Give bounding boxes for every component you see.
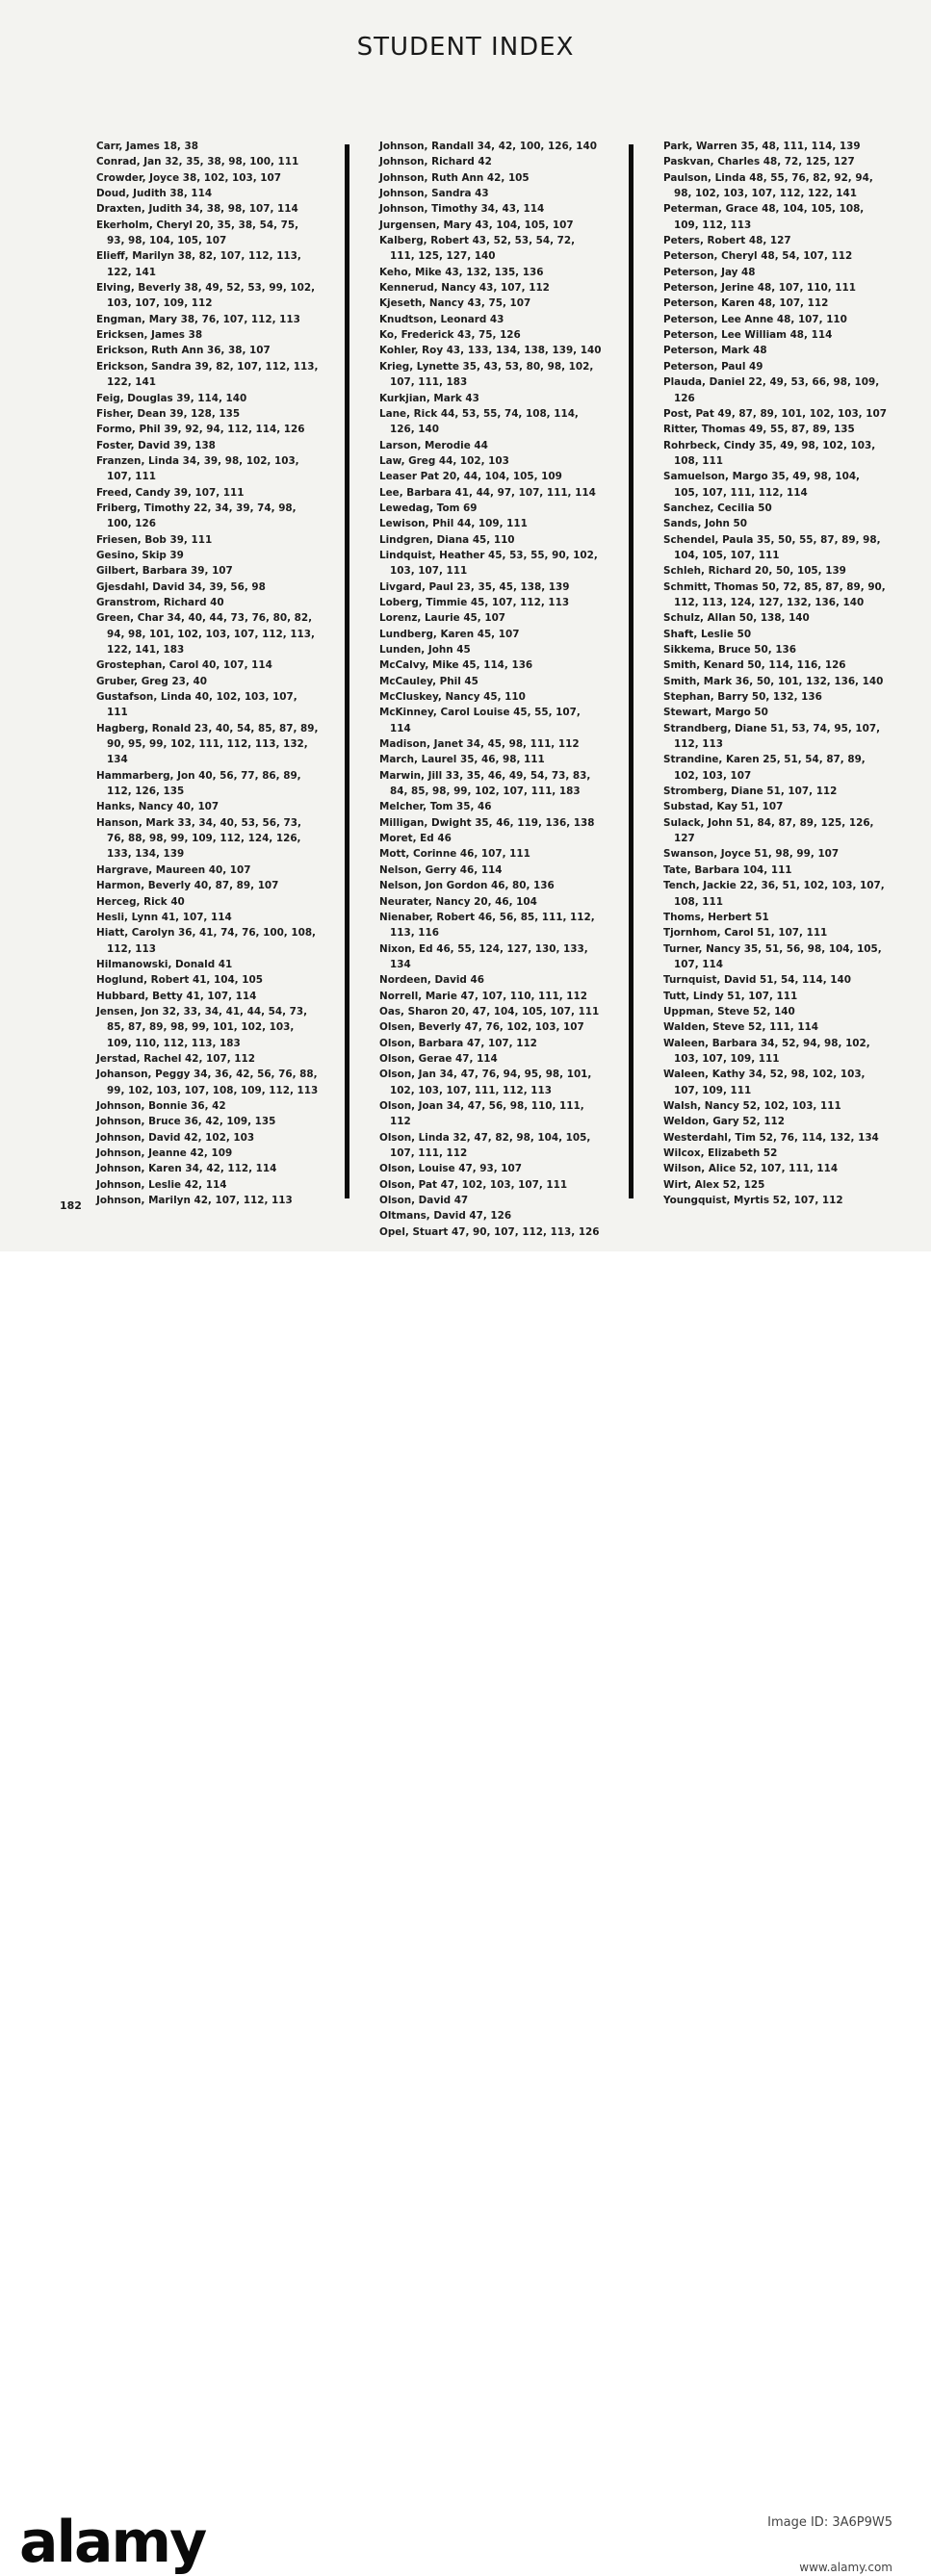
index-entry: Paulson, Linda 48, 55, 76, 82, 92, 94, 98, 102, 103, 107, 112, 122, 141: [663, 171, 873, 200]
index-entry: Stromberg, Diane 51, 107, 112: [663, 786, 838, 798]
index-entry: Norrell, Marie 47, 107, 110, 111, 112: [379, 990, 587, 1002]
index-entry: Hubbard, Betty 41, 107, 114: [96, 990, 257, 1002]
index-entry: Crowder, Joyce 38, 102, 103, 107: [96, 171, 281, 184]
index-entry: Uppman, Steve 52, 140: [663, 1005, 795, 1018]
index-entry: Smith, Kenard 50, 114, 116, 126: [663, 659, 846, 672]
index-entry: Harmon, Beverly 40, 87, 89, 107: [96, 880, 279, 892]
index-entry: Ericksen, James 38: [96, 329, 203, 342]
index-entry: Olsen, Beverly 47, 76, 102, 103, 107: [379, 1021, 584, 1034]
watermark-footer: [0, 1251, 931, 2576]
index-entry: Peterson, Cheryl 48, 54, 107, 112: [663, 250, 853, 263]
index-entry: Hilmanowski, Donald 41: [96, 958, 233, 970]
index-entry: Draxten, Judith 34, 38, 98, 107, 114: [96, 203, 298, 216]
index-entry: Friesen, Bob 39, 111: [96, 533, 213, 546]
alamy-logo: alamy: [19, 2509, 206, 2576]
index-entry: Stewart, Margo 50: [663, 707, 768, 719]
index-entry: Hoglund, Robert 41, 104, 105: [96, 974, 263, 987]
index-entry: Opel, Stuart 47, 90, 107, 112, 113, 126: [379, 1225, 600, 1238]
index-entry: Foster, David 39, 138: [96, 439, 216, 451]
index-entry: Peterman, Grace 48, 104, 105, 108, 109, 112, 113: [663, 203, 865, 231]
index-entry: Park, Warren 35, 48, 111, 114, 139: [663, 141, 861, 152]
column-divider: [345, 144, 349, 1198]
index-entry: Carr, James 18, 38: [96, 141, 198, 152]
index-entry: Tench, Jackie 22, 36, 51, 102, 103, 107, 108, 111: [663, 880, 885, 908]
index-entry: Lewedag, Tom 69: [379, 502, 478, 514]
index-entry: Lee, Barbara 41, 44, 97, 107, 111, 114: [379, 486, 596, 499]
index-entry: Erickson, Sandra 39, 82, 107, 112, 113, 122, 141: [96, 360, 319, 389]
index-entry: Stephan, Barry 50, 132, 136: [663, 691, 822, 704]
index-entry: Johanson, Peggy 34, 36, 42, 56, 76, 88, 99, 102, 103, 107, 108, 109, 112, 113: [96, 1069, 319, 1096]
index-entry: Nelson, Gerry 46, 114: [379, 863, 503, 876]
index-entry: Hesli, Lynn 41, 107, 114: [96, 911, 232, 923]
index-entry: Jerstad, Rachel 42, 107, 112: [96, 1052, 255, 1065]
index-entry: Schleh, Richard 20, 50, 105, 139: [663, 565, 846, 578]
index-entry: Mott, Corinne 46, 107, 111: [379, 848, 530, 861]
index-entry: Lundberg, Karen 45, 107: [379, 628, 520, 640]
index-entry: Peterson, Lee Anne 48, 107, 110: [663, 313, 847, 325]
index-entry: Livgard, Paul 23, 35, 45, 138, 139: [379, 580, 570, 593]
index-entry: Schendel, Paula 35, 50, 55, 87, 89, 98, 104, 105, 107, 111: [663, 533, 881, 561]
index-entry: Johnson, Leslie 42, 114: [96, 1178, 227, 1191]
index-entry: Melcher, Tom 35, 46: [379, 801, 492, 813]
index-entry: Granstrom, Richard 40: [96, 596, 224, 608]
index-entry: Leaser Pat 20, 44, 104, 105, 109: [379, 471, 562, 483]
index-entry: Fisher, Dean 39, 128, 135: [96, 407, 241, 420]
index-entry: Ko, Frederick 43, 75, 126: [379, 329, 521, 342]
index-entry: March, Laurel 35, 46, 98, 111: [379, 754, 545, 766]
index-entry: Tjornhom, Carol 51, 107, 111: [663, 927, 828, 940]
index-entry: Conrad, Jan 32, 35, 38, 98, 100, 111: [96, 156, 299, 168]
yearbook-page: [0, 0, 931, 1251]
index-entry: Peterson, Jerine 48, 107, 110, 111: [663, 282, 856, 295]
index-entry: Hagberg, Ronald 23, 40, 54, 85, 87, 89, 90, 95, 99, 102, 111, 112, 113, 132, 134: [96, 722, 319, 766]
index-entry: Johnson, Marilyn 42, 107, 112, 113: [96, 1195, 293, 1207]
index-entry: Kohler, Roy 43, 133, 134, 138, 139, 140: [379, 345, 602, 357]
index-entry: Feig, Douglas 39, 114, 140: [96, 392, 247, 404]
index-entry: Johnson, Richard 42: [379, 156, 492, 168]
index-entry: Rohrbeck, Cindy 35, 49, 98, 102, 103, 108, 111: [663, 439, 876, 467]
index-entry: Hanson, Mark 33, 34, 40, 53, 56, 73, 76, 88, 98, 99, 109, 112, 124, 126, 133, 134, 139: [96, 816, 301, 861]
index-entry: Weldon, Gary 52, 112: [663, 1116, 786, 1128]
index-entry: Hargrave, Maureen 40, 107: [96, 863, 251, 876]
index-entry: Peterson, Paul 49: [663, 360, 763, 373]
index-entry: Peterson, Lee William 48, 114: [663, 329, 833, 342]
index-entry: Johnson, David 42, 102, 103: [96, 1131, 255, 1144]
index-entry: Elieff, Marilyn 38, 82, 107, 112, 113, 122, 141: [96, 250, 301, 278]
index-entry: Olson, Pat 47, 102, 103, 107, 111: [379, 1178, 568, 1191]
index-entry: Tutt, Lindy 51, 107, 111: [663, 990, 798, 1002]
index-entry: Peterson, Jay 48: [663, 266, 756, 278]
index-entry: Johnson, Bonnie 36, 42: [96, 1099, 226, 1112]
index-entry: Strandine, Karen 25, 51, 54, 87, 89, 102, 103, 107: [663, 754, 866, 782]
index-column-1: [96, 139, 320, 1208]
index-entry: Turner, Nancy 35, 51, 56, 98, 104, 105, 107, 114: [663, 942, 882, 970]
index-entry: Kjeseth, Nancy 43, 75, 107: [379, 297, 531, 310]
index-entry: Strandberg, Diane 51, 53, 74, 95, 107, 112, 113: [663, 722, 881, 751]
index-entry: Oltmans, David 47, 126: [379, 1210, 512, 1223]
index-entry: Erickson, Ruth Ann 36, 38, 107: [96, 345, 271, 357]
index-entry: Engman, Mary 38, 76, 107, 112, 113: [96, 313, 300, 325]
index-entry: Johnson, Ruth Ann 42, 105: [379, 171, 530, 184]
index-entry: Kurkjian, Mark 43: [379, 392, 479, 404]
index-entry: Gruber, Greg 23, 40: [96, 675, 207, 687]
index-entry: Loberg, Timmie 45, 107, 112, 113: [379, 596, 570, 608]
index-entry: Larson, Merodie 44: [379, 439, 488, 451]
index-entry: Nixon, Ed 46, 55, 124, 127, 130, 133, 134: [379, 942, 588, 970]
index-column-3: [663, 139, 887, 1208]
index-entry: Sulack, John 51, 84, 87, 89, 125, 126, 127: [663, 816, 874, 845]
index-entry: Freed, Candy 39, 107, 111: [96, 486, 245, 499]
index-entry: Nordeen, David 46: [379, 974, 484, 987]
index-entry: Kennerud, Nancy 43, 107, 112: [379, 282, 550, 295]
index-entry: Johnson, Karen 34, 42, 112, 114: [96, 1163, 277, 1175]
index-entry: Lindgren, Diana 45, 110: [379, 533, 515, 546]
index-entry: Westerdahl, Tim 52, 76, 114, 132, 134: [663, 1131, 879, 1144]
index-entry: McCauley, Phil 45: [379, 675, 478, 687]
index-entry: Walsh, Nancy 52, 102, 103, 111: [663, 1099, 841, 1112]
index-entry: Peterson, Mark 48: [663, 345, 767, 357]
index-entry: Lewison, Phil 44, 109, 111: [379, 518, 528, 530]
index-entry: Peters, Robert 48, 127: [663, 235, 791, 247]
index-entry: McCalvy, Mike 45, 114, 136: [379, 659, 533, 672]
index-entry: Lunden, John 45: [379, 644, 471, 656]
index-entry: Ritter, Thomas 49, 55, 87, 89, 135: [663, 424, 855, 436]
index-entry: Krieg, Lynette 35, 43, 53, 80, 98, 102, 107, 111, 183: [379, 360, 594, 389]
index-entry: Swanson, Joyce 51, 98, 99, 107: [663, 848, 840, 861]
index-entry: Olson, Jan 34, 47, 76, 94, 95, 98, 101, 102, 103, 107, 111, 112, 113: [379, 1069, 592, 1096]
index-entry: Olson, Barbara 47, 107, 112: [379, 1037, 537, 1049]
index-entry: Johnson, Bruce 36, 42, 109, 135: [96, 1116, 276, 1128]
index-entry: Olson, Joan 34, 47, 56, 98, 110, 111, 112: [379, 1099, 584, 1128]
index-entry: Knudtson, Leonard 43: [379, 313, 504, 325]
index-entry: Paskvan, Charles 48, 72, 125, 127: [663, 156, 855, 168]
index-entry: Youngquist, Myrtis 52, 107, 112: [663, 1195, 843, 1207]
column-divider: [629, 144, 634, 1198]
index-entry: Turnquist, David 51, 54, 114, 140: [663, 974, 851, 987]
index-entry: Hiatt, Carolyn 36, 41, 74, 76, 100, 108, 112, 113: [96, 927, 317, 955]
index-entry: Shaft, Leslie 50: [663, 628, 752, 640]
image-id-label: Image ID: 3A6P9W5: [767, 2515, 892, 2530]
index-entry: Doud, Judith 38, 114: [96, 188, 213, 200]
index-entry: Thoms, Herbert 51: [663, 911, 769, 923]
index-entry: Lindquist, Heather 45, 53, 55, 90, 102, 103, 107, 111: [379, 549, 598, 578]
index-entry: Tate, Barbara 104, 111: [663, 863, 792, 876]
page-title: STUDENT INDEX: [356, 33, 575, 62]
index-entry: Gjesdahl, David 34, 39, 56, 98: [96, 580, 266, 593]
index-entry: Friberg, Timothy 22, 34, 39, 74, 98, 100, 126: [96, 502, 297, 530]
index-entry: Peterson, Karen 48, 107, 112: [663, 297, 829, 310]
index-entry: Nelson, Jon Gordon 46, 80, 136: [379, 880, 555, 892]
index-entry: Madison, Janet 34, 45, 98, 111, 112: [379, 738, 580, 751]
index-entry: Wirt, Alex 52, 125: [663, 1178, 765, 1191]
index-entry: Nienaber, Robert 46, 56, 85, 111, 112, 113, 116: [379, 911, 595, 940]
index-entry: Johnson, Timothy 34, 43, 114: [379, 203, 545, 216]
page-number: 182: [60, 1199, 82, 1212]
index-entry: Formo, Phil 39, 92, 94, 112, 114, 126: [96, 424, 305, 436]
index-entry: Moret, Ed 46: [379, 833, 452, 845]
index-entry: Walden, Steve 52, 111, 114: [663, 1021, 819, 1034]
index-entry: Olson, Linda 32, 47, 82, 98, 104, 105, 107, 111, 112: [379, 1131, 591, 1159]
index-entry: Grostephan, Carol 40, 107, 114: [96, 659, 272, 672]
index-entry: Gesino, Skip 39: [96, 549, 184, 561]
index-entry: Waleen, Barbara 34, 52, 94, 98, 102, 103, 107, 109, 111: [663, 1037, 870, 1065]
index-entry: McKinney, Carol Louise 45, 55, 107, 114: [379, 707, 581, 734]
index-entry: Elving, Beverly 38, 49, 52, 53, 99, 102, 103, 107, 109, 112: [96, 282, 316, 310]
index-entry: Sikkema, Bruce 50, 136: [663, 644, 797, 656]
index-entry: Lane, Rick 44, 53, 55, 74, 108, 114, 126, 140: [379, 407, 579, 436]
index-entry: Franzen, Linda 34, 39, 98, 102, 103, 107, 111: [96, 454, 299, 483]
index-entry: Oas, Sharon 20, 47, 104, 105, 107, 111: [379, 1005, 600, 1018]
index-entry: Smith, Mark 36, 50, 101, 132, 136, 140: [663, 675, 884, 687]
index-entry: Marwin, Jill 33, 35, 46, 49, 54, 73, 83, 84, 85, 98, 99, 102, 107, 111, 183: [379, 769, 591, 798]
index-entry: Jensen, Jon 32, 33, 34, 41, 44, 54, 73, 85, 87, 89, 98, 99, 101, 102, 103, 109, 110, 112, 113, 183: [96, 1005, 308, 1049]
index-entry: Waleen, Kathy 34, 52, 98, 102, 103, 107, 109, 111: [663, 1069, 866, 1096]
index-entry: Kalberg, Robert 43, 52, 53, 54, 72, 111, 125, 127, 140: [379, 235, 576, 263]
index-column-2: [379, 139, 603, 1240]
index-entry: Sands, John 50: [663, 518, 747, 530]
index-entry: Hammarberg, Jon 40, 56, 77, 86, 89, 112, 126, 135: [96, 769, 301, 798]
index-entry: Schulz, Allan 50, 138, 140: [663, 612, 810, 625]
index-entry: Ekerholm, Cheryl 20, 35, 38, 54, 75, 93, 98, 104, 105, 107: [96, 219, 299, 247]
index-entry: Herceg, Rick 40: [96, 895, 185, 908]
index-entry: Green, Char 34, 40, 44, 73, 76, 80, 82, 94, 98, 101, 102, 103, 107, 112, 113, 122, 141, 183: [96, 612, 315, 656]
index-entry: Gilbert, Barbara 39, 107: [96, 565, 233, 578]
index-entry: Hanks, Nancy 40, 107: [96, 801, 220, 813]
index-entry: Post, Pat 49, 87, 89, 101, 102, 103, 107: [663, 407, 887, 420]
index-entry: Johnson, Randall 34, 42, 100, 126, 140: [379, 141, 597, 152]
index-entry: Wilson, Alice 52, 107, 111, 114: [663, 1163, 839, 1175]
index-entry: Keho, Mike 43, 132, 135, 136: [379, 266, 544, 278]
index-entry: Plauda, Daniel 22, 49, 53, 66, 98, 109, 126: [663, 376, 880, 404]
index-entry: Milligan, Dwight 35, 46, 119, 136, 138: [379, 816, 595, 829]
index-entry: Substad, Kay 51, 107: [663, 801, 784, 813]
index-entry: Sanchez, Cecilia 50: [663, 502, 772, 514]
index-entry: Johnson, Sandra 43: [379, 188, 489, 200]
index-entry: Law, Greg 44, 102, 103: [379, 454, 509, 467]
index-entry: Olson, Louise 47, 93, 107: [379, 1163, 522, 1175]
index-entry: Johnson, Jeanne 42, 109: [96, 1147, 233, 1159]
index-entry: Jurgensen, Mary 43, 104, 105, 107: [379, 219, 574, 231]
watermark-url: www.alamy.com: [799, 2561, 892, 2574]
index-entry: Lorenz, Laurie 45, 107: [379, 612, 506, 625]
index-entry: Samuelson, Margo 35, 49, 98, 104, 105, 107, 111, 112, 114: [663, 471, 860, 499]
index-entry: Wilcox, Elizabeth 52: [663, 1147, 778, 1159]
index-entry: Neurater, Nancy 20, 46, 104: [379, 895, 537, 908]
index-entry: McCluskey, Nancy 45, 110: [379, 691, 526, 704]
index-entry: Schmitt, Thomas 50, 72, 85, 87, 89, 90, 112, 113, 124, 127, 132, 136, 140: [663, 580, 886, 608]
index-entry: Gustafson, Linda 40, 102, 103, 107, 111: [96, 691, 297, 719]
index-entry: Olson, David 47: [379, 1195, 469, 1207]
index-entry: Olson, Gerae 47, 114: [379, 1052, 498, 1065]
